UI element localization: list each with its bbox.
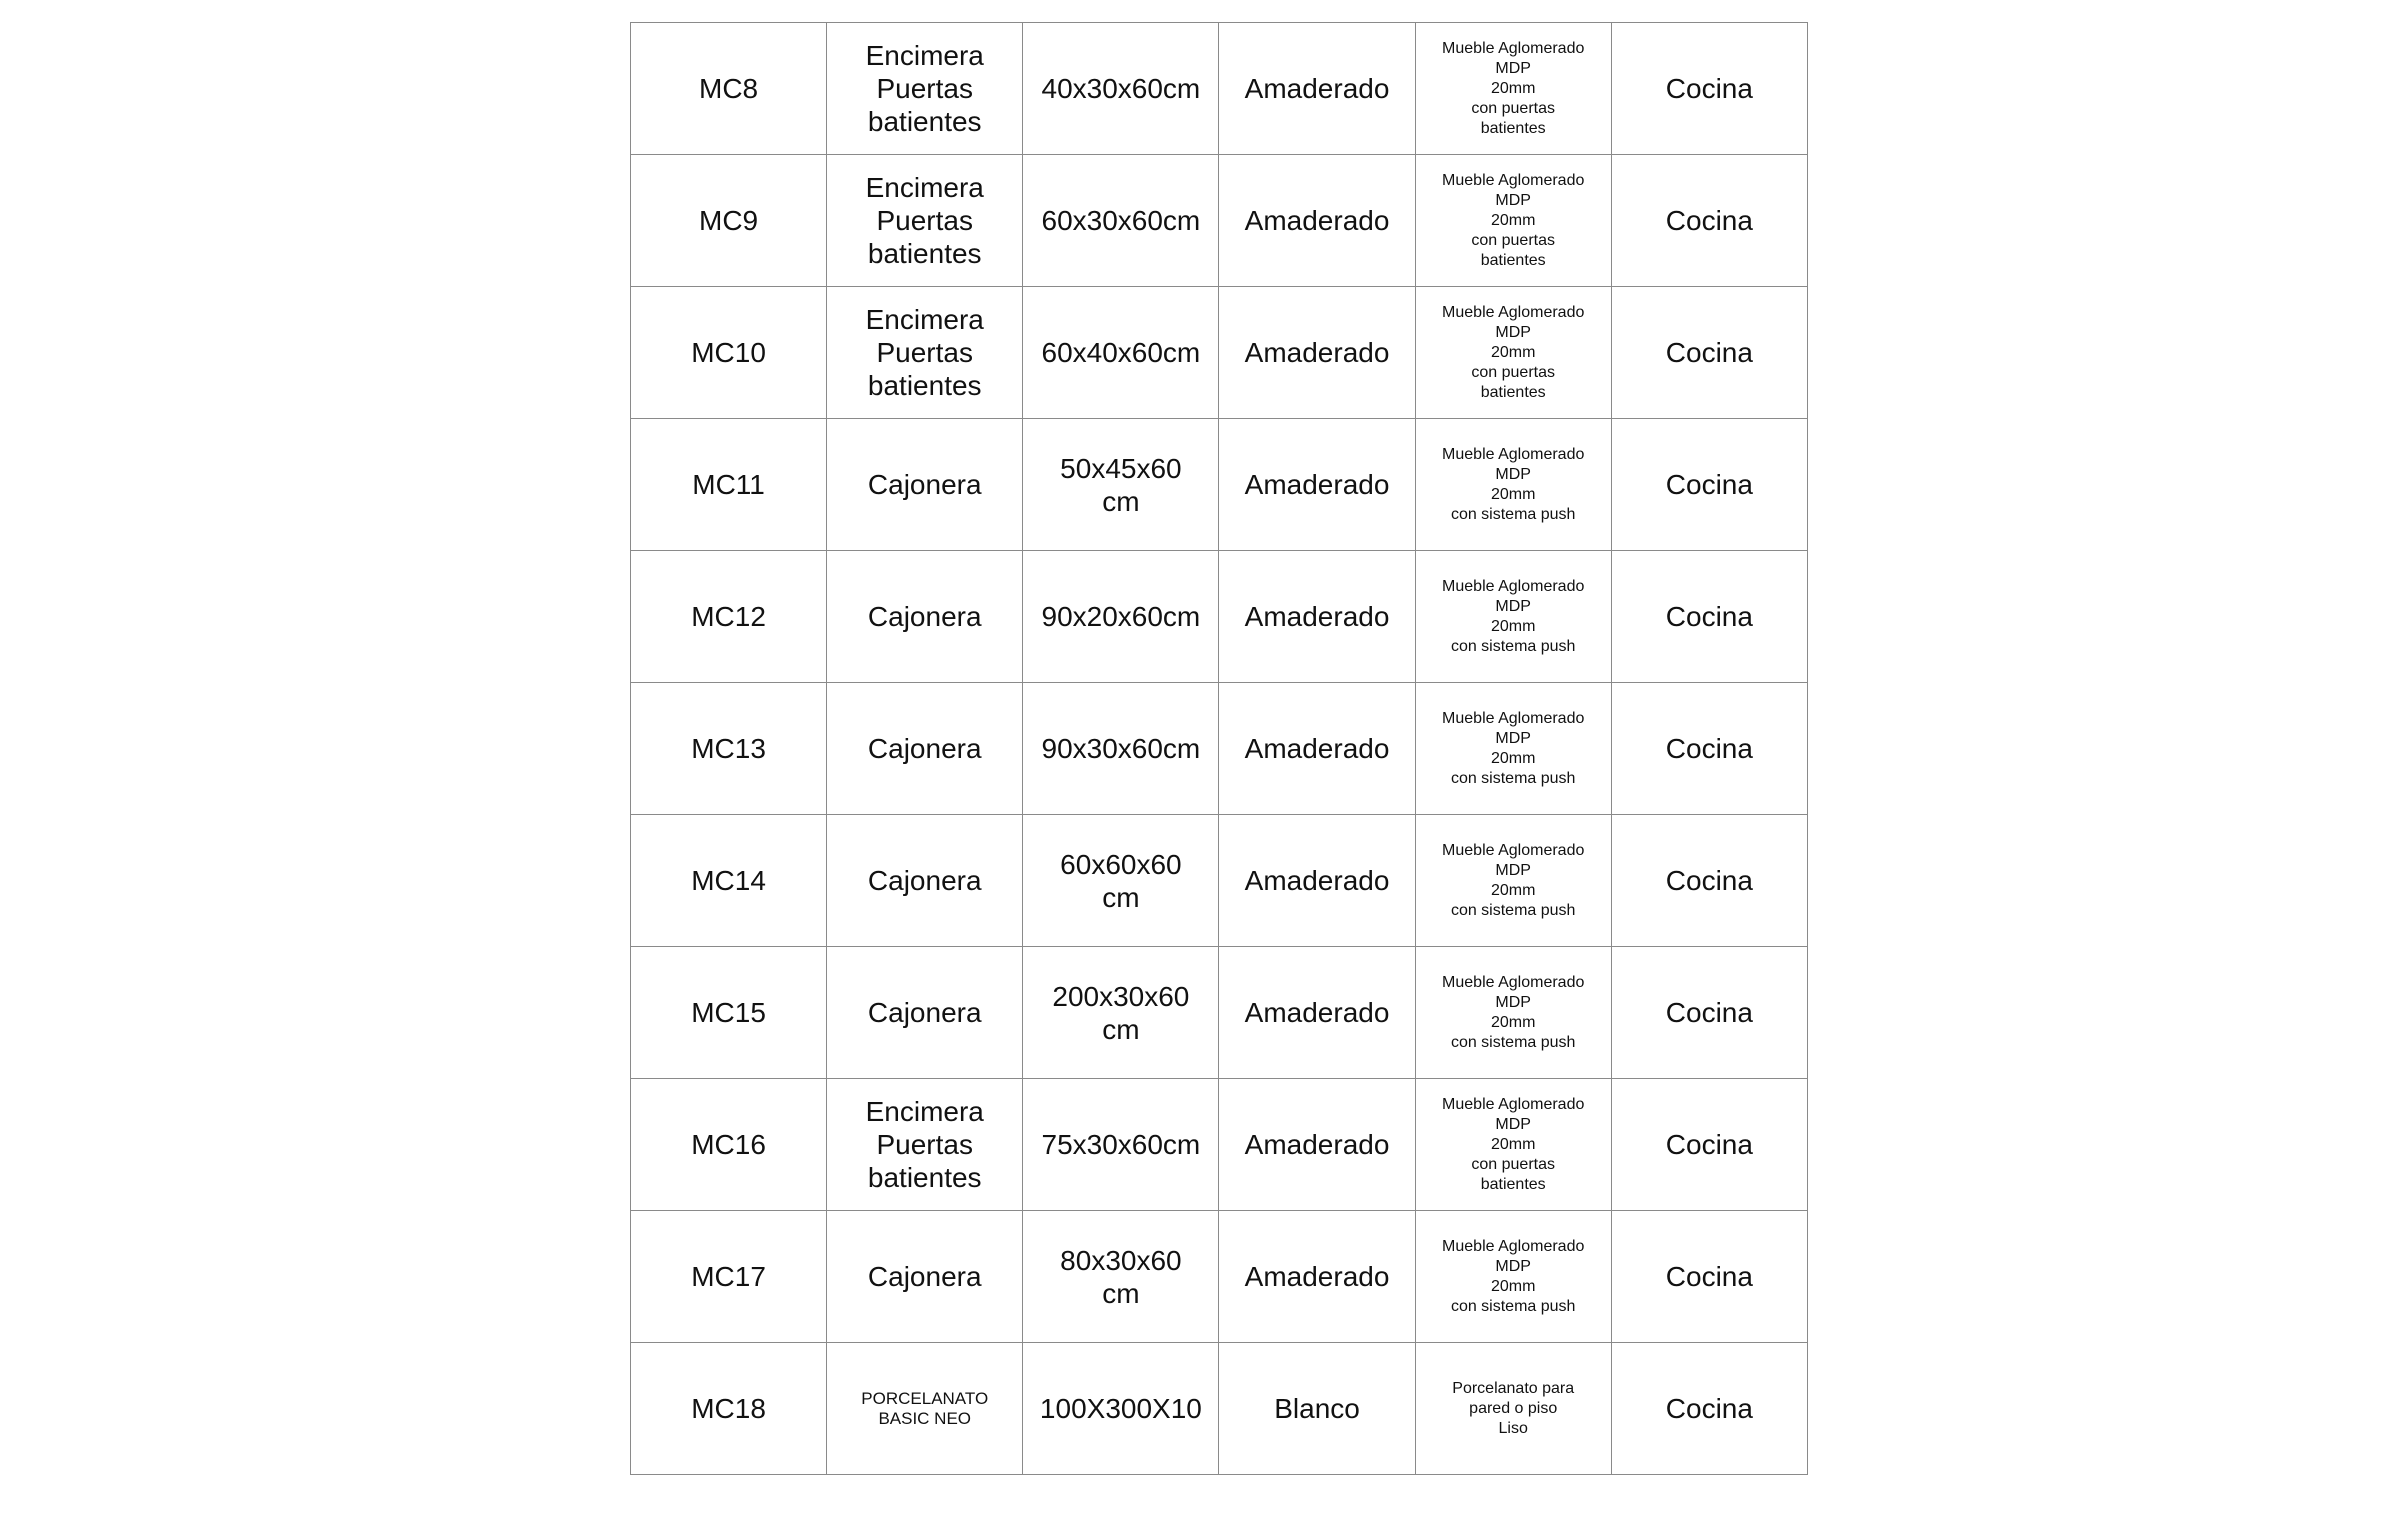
- table-row: [631, 155, 1808, 287]
- table-row: [631, 947, 1808, 1079]
- item-size-cell: 50x45x60 cm: [1023, 419, 1219, 551]
- item-area-cell: Cocina: [1611, 815, 1807, 947]
- item-code-cell: MC9: [631, 155, 827, 287]
- item-finish-cell: Amaderado: [1219, 551, 1415, 683]
- item-area-cell: Cocina: [1611, 419, 1807, 551]
- item-size-cell: 60x30x60cm: [1023, 155, 1219, 287]
- item-code-cell: MC10: [631, 287, 827, 419]
- item-area-cell: Cocina: [1611, 551, 1807, 683]
- item-description-cell: Mueble Aglomerado MDP 20mm con sistema push: [1415, 947, 1611, 1079]
- item-type-cell: Cajonera: [827, 551, 1023, 683]
- item-code-cell: MC14: [631, 815, 827, 947]
- item-finish-cell: Amaderado: [1219, 947, 1415, 1079]
- item-size-cell: 75x30x60cm: [1023, 1079, 1219, 1211]
- table-row: [631, 287, 1808, 419]
- item-finish-cell: Amaderado: [1219, 1211, 1415, 1343]
- table-row: [631, 551, 1808, 683]
- table-row: [631, 1343, 1808, 1475]
- item-description-cell: Mueble Aglomerado MDP 20mm con puertas batientes: [1415, 287, 1611, 419]
- table-row: [631, 1211, 1808, 1343]
- item-type-cell: Cajonera: [827, 1211, 1023, 1343]
- table-row: [631, 23, 1808, 155]
- furniture-schedule-sheet: [630, 22, 1808, 1463]
- item-description-cell: Mueble Aglomerado MDP 20mm con sistema push: [1415, 419, 1611, 551]
- item-size-cell: 80x30x60 cm: [1023, 1211, 1219, 1343]
- item-code-cell: MC13: [631, 683, 827, 815]
- item-area-cell: Cocina: [1611, 947, 1807, 1079]
- item-description-cell: Mueble Aglomerado MDP 20mm con sistema push: [1415, 683, 1611, 815]
- item-code-cell: MC15: [631, 947, 827, 1079]
- item-finish-cell: Amaderado: [1219, 683, 1415, 815]
- item-area-cell: Cocina: [1611, 1079, 1807, 1211]
- item-size-cell: 90x20x60cm: [1023, 551, 1219, 683]
- item-code-cell: MC11: [631, 419, 827, 551]
- item-type-cell: Cajonera: [827, 419, 1023, 551]
- item-type-cell: Encimera Puertas batientes: [827, 1079, 1023, 1211]
- item-code-cell: MC12: [631, 551, 827, 683]
- item-size-cell: 60x40x60cm: [1023, 287, 1219, 419]
- table-row: [631, 683, 1808, 815]
- item-code-cell: MC8: [631, 23, 827, 155]
- item-size-cell: 40x30x60cm: [1023, 23, 1219, 155]
- item-finish-cell: Blanco: [1219, 1343, 1415, 1475]
- item-area-cell: Cocina: [1611, 683, 1807, 815]
- item-area-cell: Cocina: [1611, 155, 1807, 287]
- item-area-cell: Cocina: [1611, 23, 1807, 155]
- item-size-cell: 100X300X10: [1023, 1343, 1219, 1475]
- item-code-cell: MC18: [631, 1343, 827, 1475]
- item-type-cell: Cajonera: [827, 815, 1023, 947]
- item-description-cell: Mueble Aglomerado MDP 20mm con puertas batientes: [1415, 155, 1611, 287]
- furniture-schedule-table: [630, 22, 1808, 1475]
- table-row: [631, 815, 1808, 947]
- item-size-cell: 200x30x60 cm: [1023, 947, 1219, 1079]
- item-type-cell: Cajonera: [827, 947, 1023, 1079]
- item-area-cell: Cocina: [1611, 1211, 1807, 1343]
- item-size-cell: 60x60x60 cm: [1023, 815, 1219, 947]
- item-finish-cell: Amaderado: [1219, 1079, 1415, 1211]
- item-size-cell: 90x30x60cm: [1023, 683, 1219, 815]
- item-type-cell: Cajonera: [827, 683, 1023, 815]
- item-code-cell: MC16: [631, 1079, 827, 1211]
- item-finish-cell: Amaderado: [1219, 287, 1415, 419]
- item-type-cell: Encimera Puertas batientes: [827, 23, 1023, 155]
- item-type-cell: Encimera Puertas batientes: [827, 155, 1023, 287]
- item-finish-cell: Amaderado: [1219, 155, 1415, 287]
- item-finish-cell: Amaderado: [1219, 23, 1415, 155]
- item-type-cell: PORCELANATO BASIC NEO: [827, 1343, 1023, 1475]
- item-area-cell: Cocina: [1611, 1343, 1807, 1475]
- table-row: [631, 419, 1808, 551]
- item-type-cell: Encimera Puertas batientes: [827, 287, 1023, 419]
- item-description-cell: Mueble Aglomerado MDP 20mm con puertas batientes: [1415, 23, 1611, 155]
- item-area-cell: Cocina: [1611, 287, 1807, 419]
- item-description-cell: Mueble Aglomerado MDP 20mm con sistema push: [1415, 551, 1611, 683]
- item-description-cell: Mueble Aglomerado MDP 20mm con sistema push: [1415, 1211, 1611, 1343]
- item-description-cell: Mueble Aglomerado MDP 20mm con puertas batientes: [1415, 1079, 1611, 1211]
- item-code-cell: MC17: [631, 1211, 827, 1343]
- item-description-cell: Porcelanato para pared o piso Liso: [1415, 1343, 1611, 1475]
- table-row: [631, 1079, 1808, 1211]
- item-description-cell: Mueble Aglomerado MDP 20mm con sistema push: [1415, 815, 1611, 947]
- item-finish-cell: Amaderado: [1219, 815, 1415, 947]
- item-finish-cell: Amaderado: [1219, 419, 1415, 551]
